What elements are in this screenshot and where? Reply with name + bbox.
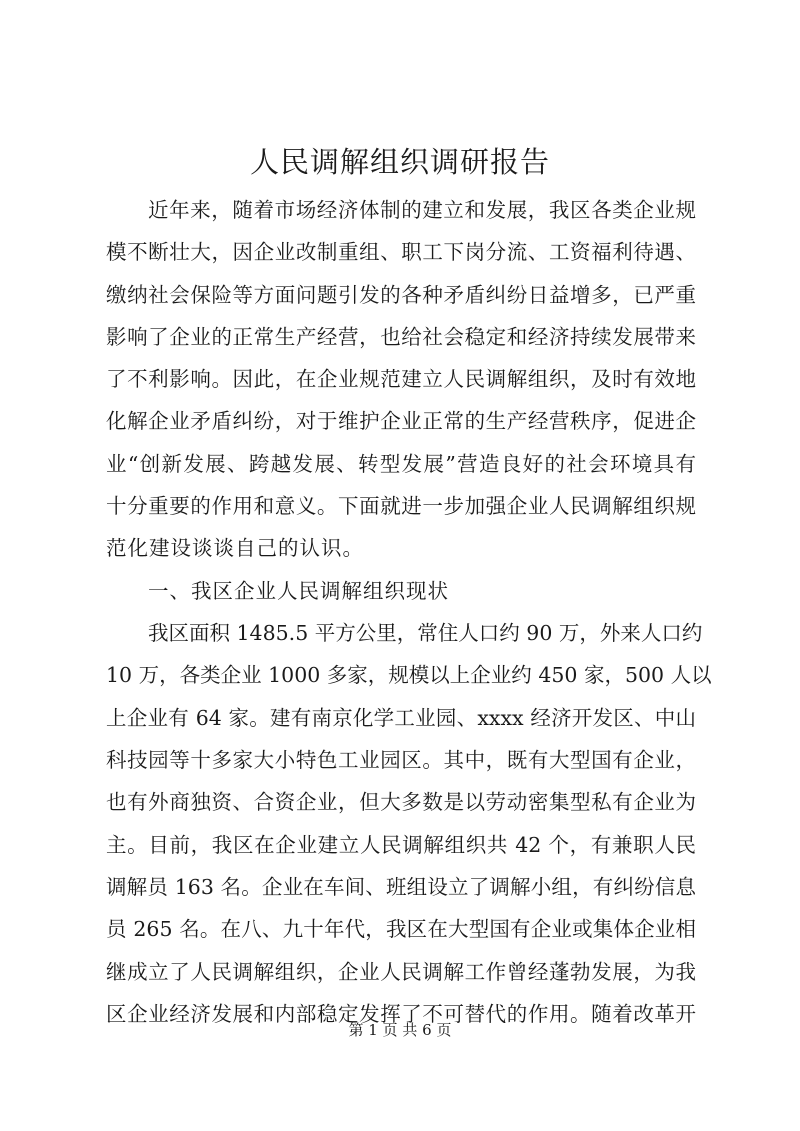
document-title: 人民调解组织调研报告 bbox=[249, 145, 550, 179]
paragraph-line: 近年来，随着市场经济体制的建立和发展，我区各类企业规 bbox=[148, 198, 696, 222]
paragraph-line: 主。目前，我区在企业建立人民调解组织共 42 个，有兼职人民 bbox=[106, 833, 696, 857]
paragraph-line: 化解企业矛盾纠纷，对于维护企业正常的生产经营秩序，促进企 bbox=[106, 409, 696, 433]
paragraph-line: 10 万，各类企业 1000 多家，规模以上企业约 450 家，500 人以 bbox=[106, 663, 712, 687]
paragraph-line: 科技园等十多家大小特色工业园区。其中，既有大型国有企业， bbox=[106, 748, 696, 772]
paragraph-line: 也有外商独资、合资企业，但大多数是以劳动密集型私有企业为 bbox=[106, 790, 696, 814]
paragraph-line: 十分重要的作用和意义。下面就进一步加强企业人民调解组织规 bbox=[106, 494, 696, 518]
paragraph-line: 了不利影响。因此，在企业规范建立人民调解组织，及时有效地 bbox=[106, 367, 696, 391]
paragraph-line: 调解员 163 名。企业在车间、班组设立了调解小组，有纠纷信息 bbox=[106, 875, 696, 899]
paragraph-line: 上企业有 64 家。建有南京化学工业园、xxxx 经济开发区、中山 bbox=[106, 706, 696, 730]
paragraph-line: 缴纳社会保险等方面问题引发的各种矛盾纠纷日益增多，已严重 bbox=[106, 283, 696, 307]
paragraph-line: 影响了企业的正常生产经营，也给社会稳定和经济持续发展带来 bbox=[106, 325, 696, 349]
paragraph-line: 范化建设谈谈自己的认识。 bbox=[106, 536, 364, 560]
page-footer: 第 1 页 共 6 页 bbox=[348, 1021, 452, 1039]
paragraph-line: 区企业经济发展和内部稳定发挥了不可替代的作用。随着改革开 bbox=[106, 1002, 696, 1026]
paragraph-line: 模不断壮大，因企业改制重组、职工下岗分流、工资福利待遇、 bbox=[106, 240, 696, 264]
section-heading: 一、我区企业人民调解组织现状 bbox=[148, 579, 449, 603]
paragraph-line: 员 265 名。在八、九十年代，我区在大型国有企业或集体企业相 bbox=[106, 917, 696, 941]
paragraph-line: 业“创新发展、跨越发展、转型发展”营造良好的社会环境具有 bbox=[106, 452, 696, 476]
paragraph-line: 我区面积 1485.5 平方公里，常住人口约 90 万，外来人口约 bbox=[148, 621, 703, 645]
paragraph-line: 继成立了人民调解组织，企业人民调解工作曾经蓬勃发展，为我 bbox=[106, 960, 696, 984]
